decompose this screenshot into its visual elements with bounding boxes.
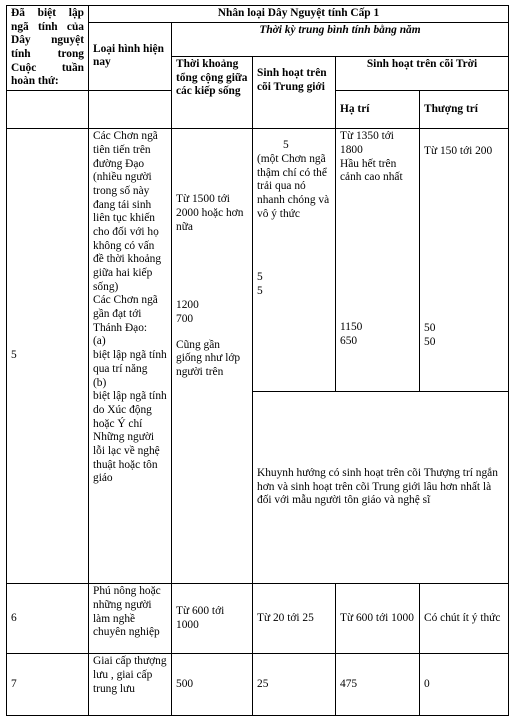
type-b1-marker: (a)	[93, 335, 106, 348]
higher-b1: 50	[424, 321, 436, 334]
middle-a-note: (một Chơn ngã thậm chí có thể trải qua nó nhanh chóng và vô ý thức	[257, 152, 330, 220]
lower-b2: 650	[340, 334, 358, 347]
type-b2-marker: (b)	[93, 376, 107, 389]
round-5-higher-mind-cell	[420, 129, 509, 392]
round-5-middle-cell	[253, 129, 336, 392]
lower-b1: 1150	[340, 320, 363, 333]
tendency-note: Khuynh hướng có sinh hoạt trên cõi Thượng trí ngắn hơn và sinh hoạt trên cõi Trung giới lâu hơn nhất là đối với mẫu người tôn giáo và nghệ sĩ	[253, 392, 509, 584]
middle-world-header: Sinh hoạt trên cõi Trung giới	[253, 56, 336, 128]
interval-a: Từ 1500 tới 2000 hoặc hơn nữa	[176, 193, 244, 233]
interval-c: Cũng gần giống như lớp người trên	[176, 338, 241, 378]
higher-mind-header: Thượng trí	[420, 91, 509, 129]
round-6-type: Phú nông hoặc những người làm nghề chuyên nghiệp	[89, 584, 172, 654]
interval-b2: 700	[176, 312, 194, 325]
round-header-line: tính trong	[11, 48, 84, 61]
higher-a: Từ 150 tới 200	[424, 145, 493, 158]
interval-b1: 1200	[176, 299, 199, 312]
middle-b2: 5	[257, 284, 263, 297]
type-b1: biệt lập ngã tính qua trí năng	[93, 349, 167, 375]
period-header: Thời kỳ trung bình tính bằng năm	[172, 22, 509, 56]
type-near-path: Các Chơn ngã gần đạt tới Thánh Đạo:	[93, 294, 158, 334]
higher-b2: 50	[424, 335, 436, 348]
header-spacer-cell	[7, 91, 89, 129]
middle-b1: 5	[257, 271, 263, 284]
round-6-higher: Có chút ít ý thức	[420, 584, 509, 654]
middle-a-value: 5	[283, 139, 289, 152]
heaven-header: Sinh hoạt trên cõi Trời	[336, 56, 509, 90]
round-5-interval-cell	[172, 129, 253, 584]
round-7-middle: 25	[253, 654, 336, 716]
lower-mind-header: Hạ trí	[336, 91, 420, 129]
header-row-1	[7, 6, 509, 23]
round-header-line: Dây nguyệt	[11, 34, 84, 47]
round-7-row	[7, 654, 509, 716]
round-7-interval: 500	[172, 654, 253, 716]
round-header-line: hoàn thứ:	[11, 75, 59, 88]
round-7-type: Giai cấp thượng lưu , giai cấp trung lưu	[89, 654, 172, 716]
round-header-line: Đã biệt lập	[11, 7, 84, 19]
lower-a: Từ 1350 tới 1800	[340, 130, 394, 156]
round-header-line: Cuộc tuần	[11, 61, 84, 74]
round-6-interval: Từ 600 tới 1000	[172, 584, 253, 654]
round-5-cell: 5	[7, 129, 89, 584]
round-header-cell	[7, 6, 89, 91]
interval-header: Thời khoảng tổng cộng giữa các kiếp sống	[172, 56, 253, 128]
round-5-lower-mind-cell	[336, 129, 420, 392]
type-header: Loại hình hiện nay	[89, 22, 172, 90]
round-6-cell: 6	[7, 584, 89, 654]
round-6-middle: Từ 20 tới 25	[253, 584, 336, 654]
round-6-lower: Từ 600 tới 1000	[336, 584, 420, 654]
round-header-line: ngã tính của	[11, 20, 84, 33]
round-7-lower: 475	[336, 654, 420, 716]
round-6-row	[7, 584, 509, 654]
header-spacer-cell	[89, 91, 172, 129]
round-5-upper-row	[7, 129, 509, 392]
table-title: Nhân loại Dây Nguyệt tính Cấp 1	[89, 6, 509, 23]
type-advanced-egos: Các Chơn ngã tiên tiến trên đường Đạo (nhiều người trong số này đang tái sinh liên tục khiến cho đối với họ không có vấn đề thời khoảng giữa hai kiếp sống)	[93, 130, 162, 293]
type-b2: biệt lập ngã tính do Xúc động hoặc Ý chí	[93, 390, 167, 430]
type-eminent: Những người lỗi lạc về nghệ thuật hoặc tôn giáo	[93, 431, 160, 485]
astral-humanity-table	[6, 5, 509, 716]
round-5-types-cell	[89, 129, 172, 584]
round-7-higher: 0	[420, 654, 509, 716]
round-7-cell: 7	[7, 654, 89, 716]
lower-a-note: Hầu hết trên cảnh cao nhất	[340, 157, 403, 184]
